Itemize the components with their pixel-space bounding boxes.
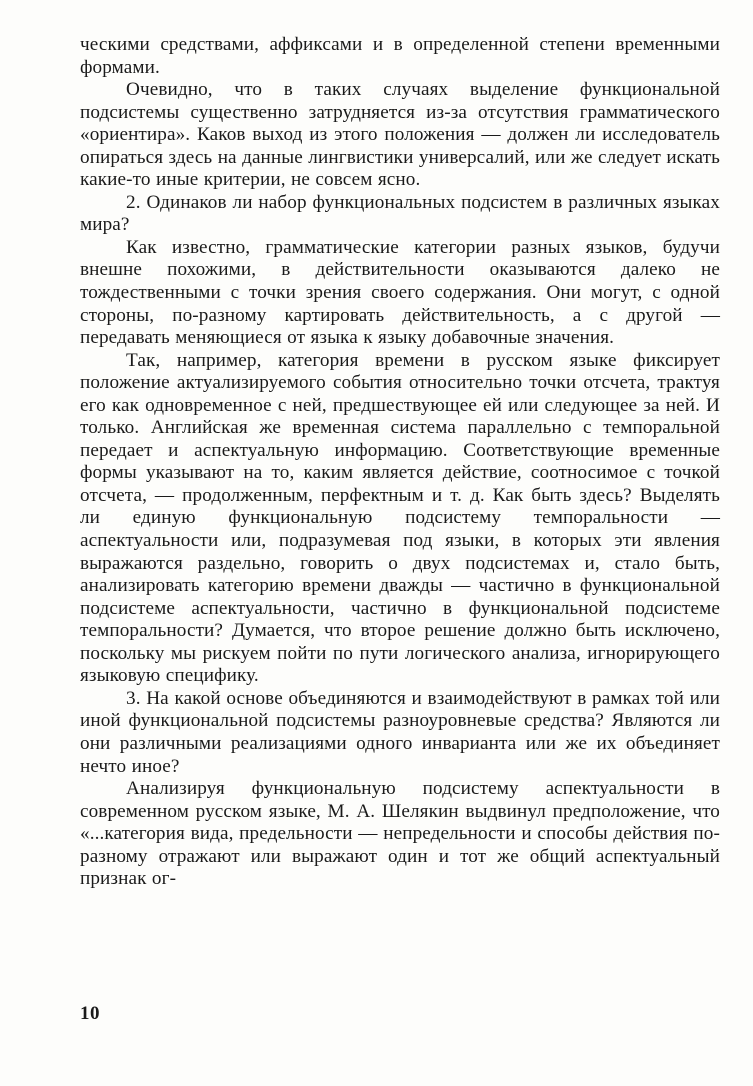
paragraph-shelyakin: Анализируя функциональную подсистему аспектуальности в современном русском языке, М. А. Шелякин выдвинул предположение, что «...категория вида, предельности — непредельности и способы действия по-разному отражают или выражают один и тот же общий аспектуальный признак ог- (80, 778, 720, 890)
paragraph-categories: Как известно, грамматические категории разных языков, будучи внешне похожими, в действительности оказываются далеко не тождественными с точки зрения своего содержания. Они могут, с одной стороны, по-разному картировать действительность, а с другой — передавать меняющиеся от языка к языку добавочные значения. (80, 236, 720, 349)
question-3: 3. На какой основе объединяются и взаимодействуют в рамках той или иной функциональной подсистемы разноуровневые средства? Являются ли они различными реализациями одного инварианта или же их объединяет нечто иное? (80, 687, 720, 777)
page-number: 10 (80, 1003, 100, 1024)
paragraph-example: Так, например, категория времени в русском языке фиксирует положение актуализируемого события относительно точки отсчета, трактуя его как одновременное с ней, предшествующее ей или следующее за ней. И только. Английская же временная система параллельно с темпоральной передает и аспектуальную информацию. Соответствующие временные формы указывают на то, каким является действие, соотносимое с точкой отсчета, — продолженным, перфектным и т. д. Как быть здесь? Выделять ли единую функциональную подсистему темпоральности — аспектуальности или, подразумевая под языки, в которых эти явления выражаются раздельно, говорить о двух подсистемах и, стало быть, анализировать категорию времени дважды — частично в функциональной подсистеме аспектуальности, частично в функциональной подсистеме темпоральности? Думается, что второе решение должно быть исключено, поскольку мы рискуем пойти по пути логического анализа, игнорирующего языковую специфику. (80, 349, 720, 687)
question-2: 2. Одинаков ли набор функциональных подсистем в различных языках мира? (80, 191, 720, 236)
body-text (80, 34, 720, 891)
paragraph-orientir: Очевидно, что в таких случаях выделение функциональной подсистемы существенно затрудняется из-за отсутствия грамматического «ориентира». Каков выход из этого положения — должен ли исследователь опираться здесь на данные лингвистики универсалий, или же следует искать какие-то иные критерии, не совсем ясно. (80, 79, 720, 191)
paragraph-continuation: ческими средствами, аффиксами и в определенной степени временными формами. (80, 34, 720, 78)
